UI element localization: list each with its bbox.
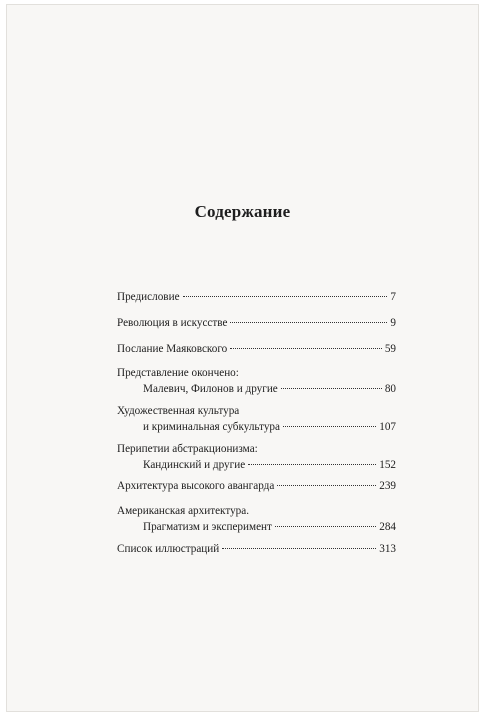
dot-leader — [230, 322, 387, 323]
toc-page-number: 284 — [379, 521, 396, 533]
toc-page-number: 59 — [384, 343, 396, 355]
toc-page-number: 80 — [384, 383, 396, 395]
toc-entry-revolution — [117, 315, 396, 331]
dot-leader — [277, 485, 376, 486]
toc-entry-line — [117, 315, 396, 331]
toc-entry-american-architecture — [117, 503, 396, 535]
toc-entry-line — [117, 478, 396, 494]
toc-entry-title: Революция в искусстве — [117, 317, 228, 329]
toc-entry-title: Прагматизм и эксперимент — [143, 521, 272, 533]
toc-entry-line — [117, 341, 396, 357]
toc-entry-mayakovsky — [117, 341, 396, 357]
toc-entry-architecture — [117, 478, 396, 494]
toc-entry-line — [117, 541, 396, 557]
dot-leader — [275, 526, 376, 527]
toc-entry-title: и криминальная субкультура — [143, 421, 280, 433]
dot-leader — [183, 296, 388, 297]
toc-page-number: 7 — [390, 291, 396, 303]
toc-page-number: 9 — [390, 317, 396, 329]
toc-entry-heading: Представление окончено: — [117, 367, 239, 379]
toc-entry-abstraction — [117, 441, 396, 473]
dot-leader — [281, 388, 382, 389]
toc-page-number: 107 — [379, 421, 396, 433]
toc-entry-preface — [117, 289, 396, 305]
toc-entry-heading: Американская архитектура. — [117, 505, 250, 517]
toc-entry-performance — [117, 365, 396, 397]
book-page — [6, 4, 479, 712]
dot-leader — [248, 464, 376, 465]
toc-entry-title: Архитектура высокого авангарда — [117, 480, 275, 492]
toc-entry-line — [117, 519, 396, 535]
toc-entry-illustrations — [117, 541, 396, 557]
toc-entry-title: Список иллюстраций — [117, 543, 220, 555]
toc-entry-line — [117, 419, 396, 435]
toc-page-number: 313 — [379, 543, 396, 555]
toc-entry-title: Послание Маяковского — [117, 343, 228, 355]
toc-page-number: 152 — [379, 459, 396, 471]
toc-entry-line — [117, 289, 396, 305]
dot-leader — [222, 548, 376, 549]
page-title: Содержание — [194, 202, 291, 221]
dot-leader — [283, 426, 376, 427]
toc-entry-title: Малевич, Филонов и другие — [143, 383, 278, 395]
toc-entry-line — [117, 457, 396, 473]
toc-entry-line — [117, 381, 396, 397]
toc-entry-title: Кандинский и другие — [143, 459, 246, 471]
toc-entry-heading: Перипетии абстракционизма: — [117, 443, 258, 455]
toc-page-number: 239 — [379, 480, 396, 492]
dot-leader — [230, 348, 382, 349]
toc-entry-culture — [117, 403, 396, 435]
toc-entry-title: Предисловие — [117, 291, 180, 303]
toc-entry-heading: Художественная культура — [117, 405, 240, 417]
